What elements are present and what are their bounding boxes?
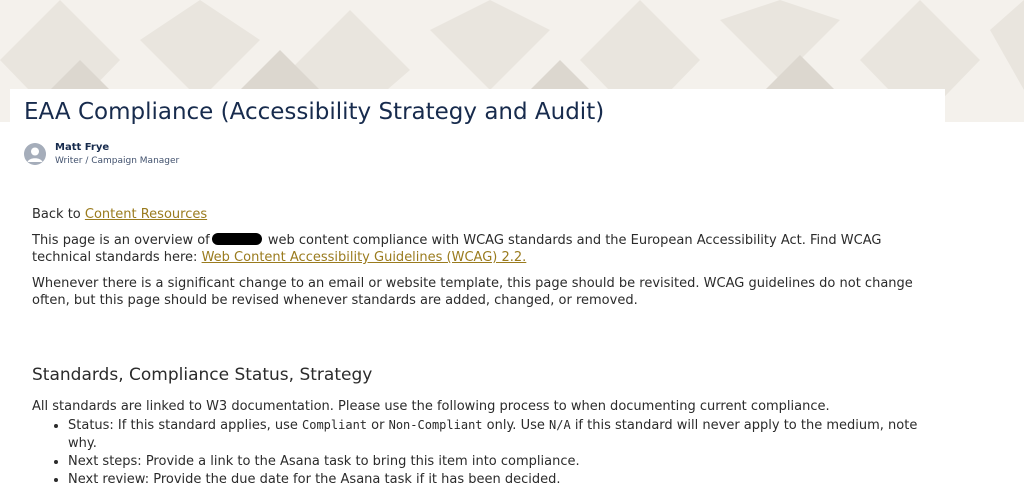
list-item-next-steps: • Next steps: Provide a link to the Asana task to bring this item into compliance. <box>68 453 932 471</box>
noncompliant-code: Non-Compliant <box>388 418 483 432</box>
content-resources-link[interactable]: Content Resources <box>84 207 208 222</box>
standards-heading: Standards, Compliance Status, Strategy <box>32 365 373 385</box>
status-prefix: Status: If this standard applies, use <box>68 418 302 433</box>
status-suffix: if this standard will never apply to the medium, note why. <box>68 418 918 451</box>
page-content <box>32 206 932 318</box>
page-title: EAA Compliance (Accessibility Strategy and Audit) <box>24 99 605 125</box>
author-role: Writer / Campaign Manager <box>55 156 180 166</box>
status-or: or <box>367 418 389 433</box>
process-list <box>32 416 932 489</box>
page-card-extension <box>945 122 1024 487</box>
standards-lead: All standards are linked to W3 documentation. Please use the following process to when documenting current compliance. <box>32 399 830 414</box>
back-paragraph <box>32 206 932 223</box>
wcag-guidelines-link[interactable]: Web Content Accessibility Guidelines (WCAG) 2.2. <box>201 250 527 265</box>
author-name[interactable]: Matt Frye <box>55 142 110 153</box>
overview-text-after: web content compliance with WCAG standards and the European Accessibility Act. Find WCAG technical standards here: <box>32 233 882 265</box>
compliant-code: Compliant <box>302 418 368 432</box>
list-item-next-review: • Next review: Provide the due date for the Asana task if it has been decided. <box>68 471 932 489</box>
user-avatar-icon[interactable] <box>24 143 46 165</box>
list-item-status <box>68 416 932 453</box>
standards-section <box>32 398 932 489</box>
overview-paragraph <box>32 232 932 266</box>
na-code: N/A <box>549 418 571 432</box>
status-mid: only. Use <box>482 418 549 433</box>
redacted-name-mark <box>212 233 262 245</box>
overview-text-before: This page is an overview of <box>32 233 210 248</box>
revisit-paragraph: Whenever there is a significant change to an email or website template, this page should be revisited. WCAG guidelines do not change often, but this page should be revised whenever standards are added, changed, or removed. <box>32 276 913 308</box>
back-prefix: Back to <box>32 207 85 222</box>
avatar-silhouette-icon <box>24 143 46 165</box>
